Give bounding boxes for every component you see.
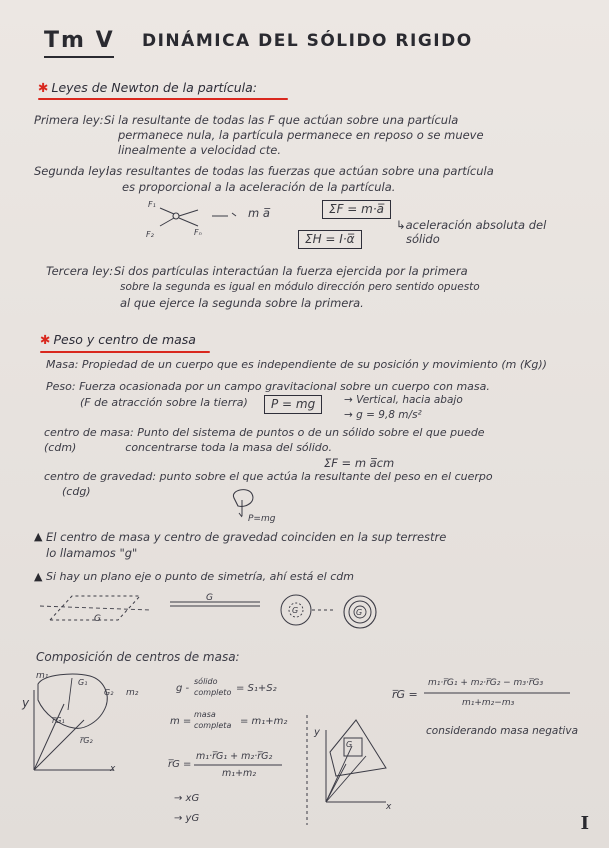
bullet1-line2: lo llamamos "g"	[46, 546, 138, 560]
tercera-ley-label: Tercera ley:	[46, 264, 114, 278]
rg2-denominator: m₁+m₂−m₃	[462, 698, 515, 708]
peso-line1: Peso: Fuerza ocasionada por un campo gravitacional sobre un cuerpo con masa.	[46, 380, 490, 393]
fig2-axis-x: x	[386, 802, 392, 812]
segunda-ley-label: Segunda ley:	[34, 164, 110, 178]
g-eq-suffix: = S₁+S₂	[236, 683, 277, 694]
fig1-m2: m₂	[126, 688, 139, 698]
m-brace-bottom: completa	[194, 721, 232, 730]
fig2-g: G	[346, 740, 353, 749]
newton-second-formula: ΣF = m·a̅	[322, 200, 391, 219]
rg-label: r̅G =	[168, 759, 192, 770]
fig1-g1: G₁	[78, 678, 88, 687]
triangle-bullet-icon: ▲	[34, 530, 43, 543]
chapter-label: Tm V	[44, 28, 115, 53]
symmetry-g-disc: G	[292, 606, 299, 615]
m-eq-prefix: m =	[170, 716, 192, 727]
fig1-axis-y: y	[22, 696, 30, 710]
yg-line: → yG	[174, 813, 200, 824]
fig1-r1: r̅G₁	[52, 716, 65, 725]
angular-momentum-formula: ΣH = I·α̅	[298, 230, 362, 249]
symmetry-g-rod: G	[206, 593, 213, 603]
section-heading-peso: ✱ Peso y centro de masa	[40, 332, 196, 347]
force-label-f2: F₂	[146, 230, 154, 239]
peso-line2: (F de atracción sobre la tierra)	[80, 396, 248, 409]
cdg-line2: (cdg)	[62, 485, 91, 498]
primera-ley-line2: permanece nula, la partícula permanece en reposo o se mueve	[118, 128, 484, 142]
cdg-sketch-label: P=mg	[248, 514, 276, 524]
gravity-value: → g = 9,8 m/s²	[344, 409, 422, 421]
composite-body-figure	[14, 670, 134, 780]
fig1-r2: r̅G₂	[80, 736, 93, 745]
page-title: DINÁMICA DEL SÓLIDO RIGIDO	[142, 31, 473, 51]
force-label-fn: Fₙ	[194, 228, 202, 237]
acceleration-note-1: ↳aceleración absoluta del	[396, 218, 547, 232]
m-eq-suffix: = m₁+m₂	[240, 716, 288, 727]
m-brace-top: masa	[194, 710, 216, 719]
negative-mass-note: considerando masa negativa	[426, 725, 578, 737]
masa-definition: Masa: Propiedad de un cuerpo que es independiente de su posición y movimiento (m (Kg))	[46, 358, 547, 371]
segunda-ley-line1: las resultantes de todas las fuerzas que actúan sobre una partícula	[106, 164, 494, 178]
star-icon: ✱	[40, 332, 51, 347]
g-brace-top: sólido	[194, 677, 218, 686]
section-underline	[38, 98, 288, 100]
cdm-formula: ΣF = m a̅cm	[324, 456, 395, 470]
symmetry-g-ring: G	[356, 608, 363, 617]
section-heading-composicion: Composición de centros de masa:	[36, 650, 240, 664]
g-eq-prefix: g -	[176, 683, 190, 694]
cdm-line2: (cdm) concentrarse toda la masa del sólido.	[44, 441, 332, 454]
rg-denominator: m₁+m₂	[222, 768, 257, 779]
acceleration-note-2: sólido	[406, 232, 440, 246]
tercera-ley-line1: Si dos partículas interactúan la fuerza ejercida por la primera	[114, 264, 468, 278]
chapter-underline	[44, 56, 114, 58]
primera-ley-label: Primera ley:	[34, 113, 104, 127]
fig1-m1: m₁	[36, 671, 49, 681]
force-label-f1: F₁	[148, 200, 156, 209]
fig2-axis-y: y	[314, 727, 320, 738]
force-eq: m a̅	[248, 206, 270, 220]
rg-numerator: m₁·r̅G₁ + m₂·r̅G₂	[196, 751, 273, 762]
cdg-line1: centro de gravedad: punto sobre el que actúa la resultante del peso en el cuerpo	[44, 470, 493, 483]
rg2-numerator: m₁·r̅G₁ + m₂·r̅G₂ − m₃·r̅G₃	[428, 678, 544, 688]
bullet1-line1: El centro de masa y centro de gravedad coinciden en la sup terrestre	[46, 530, 447, 544]
cdm-line1: centro de masa: Punto del sistema de puntos o de un sólido sobre el que puede	[44, 426, 485, 439]
page-number: I	[580, 813, 589, 834]
segunda-ley-line2: es proporcional a la aceleración de la partícula.	[122, 180, 396, 194]
primera-ley-line1: Si la resultante de todas las F que actúan sobre una partícula	[104, 113, 459, 127]
figure-divider	[306, 715, 310, 825]
star-icon: ✱	[38, 80, 49, 95]
xg-line: → xG	[174, 793, 200, 804]
g-brace-bottom: completo	[194, 688, 232, 697]
tercera-ley-line2: sobre la segunda es igual en módulo dirección pero sentido opuesto	[120, 281, 480, 293]
tercera-ley-line3: al que ejerce la segunda sobre la primera.	[120, 296, 364, 310]
weight-direction: → Vertical, hacia abajo	[344, 394, 463, 406]
section-heading-newton: ✱ Leyes de Newton de la partícula:	[38, 80, 257, 95]
fig1-axis-x: x	[110, 764, 116, 774]
weight-formula: P = mg	[264, 395, 322, 414]
fig1-g2: G₂	[104, 688, 114, 697]
rg2-label: r̅G =	[392, 688, 418, 701]
primera-ley-line3: linealmente a velocidad cte.	[118, 143, 281, 157]
triangle-bullet-icon: ▲	[34, 570, 43, 583]
negative-mass-figure	[316, 712, 426, 812]
bullet2-text: Si hay un plano eje o punto de simetría, ahí está el cdm	[46, 570, 354, 583]
symmetry-g-plate: G	[94, 614, 101, 624]
section-underline	[40, 351, 210, 353]
